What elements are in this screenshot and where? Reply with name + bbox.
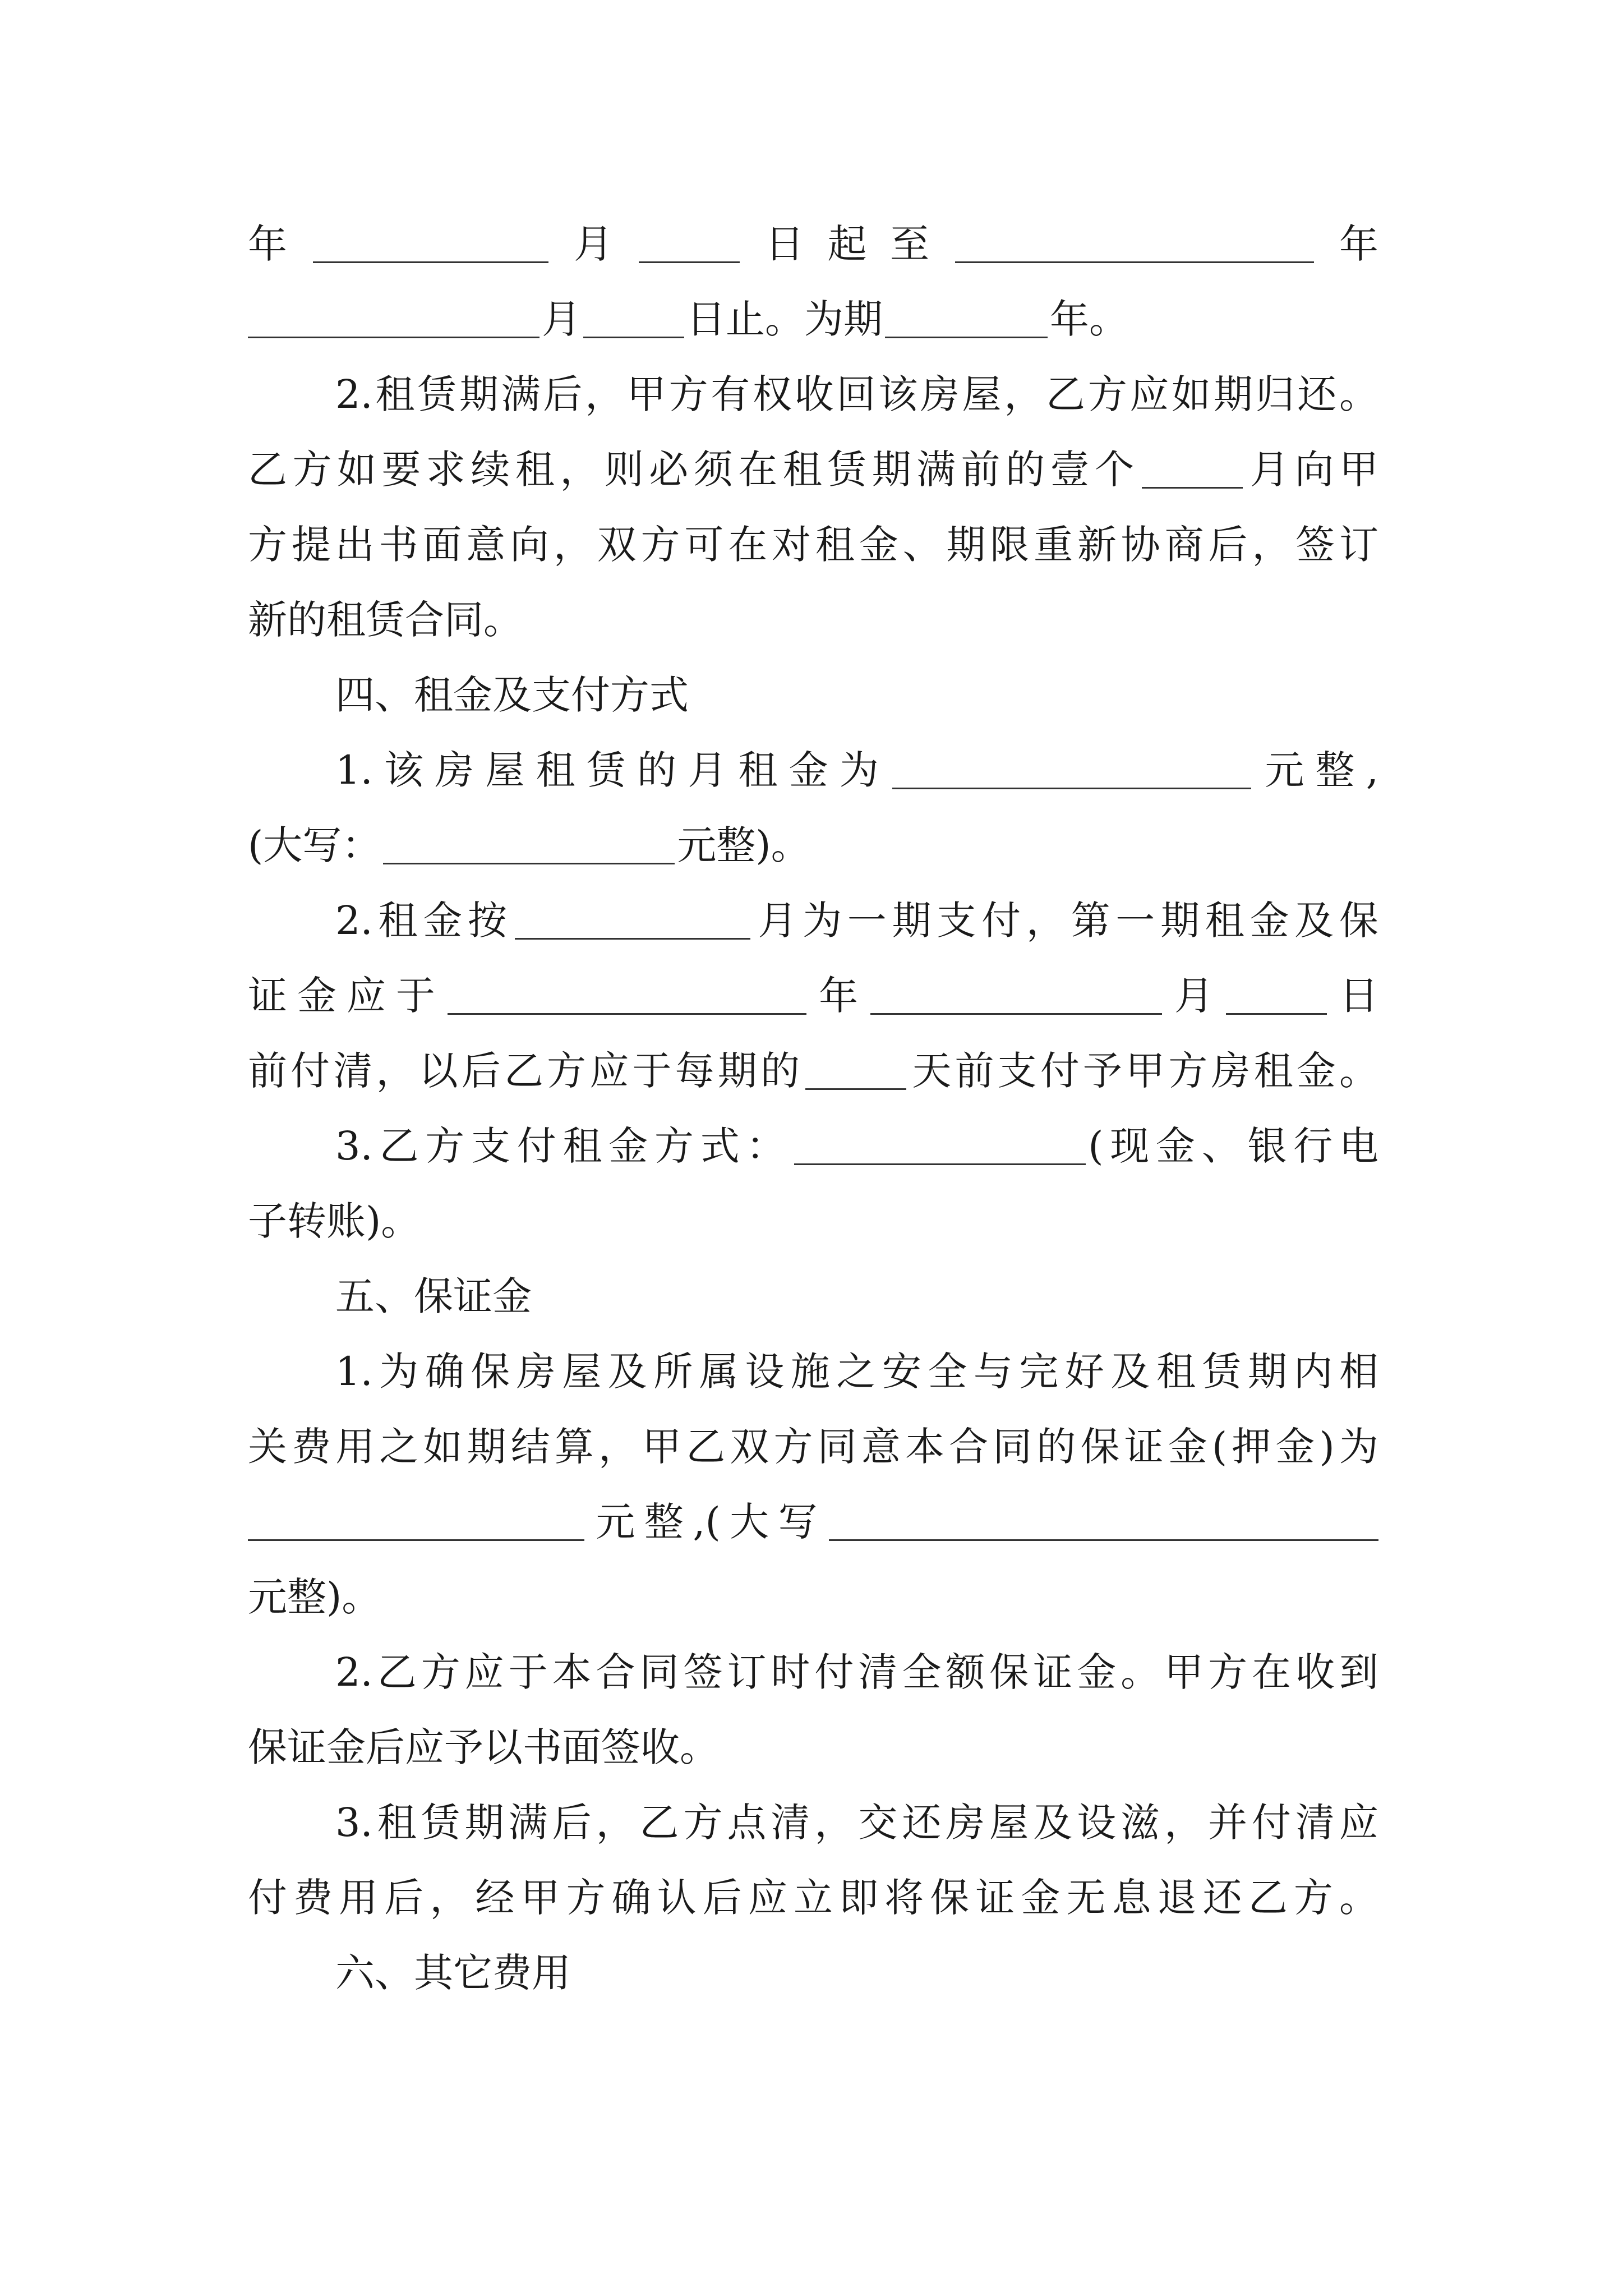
paragraph-line (248, 1484, 1378, 1559)
text-days-rent: 天前支付予甲方房租金。 (909, 1048, 1378, 1094)
text-day-until: 日起至 (741, 221, 953, 267)
blank-start-year (313, 219, 548, 263)
text-deposit-due: 证金应于 (248, 973, 445, 1019)
text-day-period: 日止。为期 (686, 296, 883, 342)
paragraph-line: 子转账)。 (248, 1198, 421, 1244)
text-yuan-capital: 元整,(大写 (587, 1499, 827, 1545)
text-year: 年 (1316, 221, 1378, 267)
blank-renewal-notice (1142, 444, 1243, 489)
blank-period-years (885, 294, 1048, 338)
blank-deposit-amount (248, 1497, 584, 1541)
blank-monthly-rent (892, 745, 1251, 789)
paragraph-line: 方提出书面意向，双方可在对租金、期限重新协商后，签订 (248, 522, 1378, 568)
text-month: 月 (1164, 973, 1224, 1019)
paragraph-line: 2.乙方应于本合同签订时付清全额保证金。甲方在收到 (335, 1649, 1378, 1695)
paragraph-line (248, 432, 1378, 507)
text-capital: (大写： (248, 822, 381, 868)
text-year: 年 (248, 221, 311, 267)
term-end-line (248, 282, 1378, 357)
text-month: 月 (542, 296, 581, 342)
text-yuan: 元整)。 (677, 822, 810, 868)
blank-end-day (583, 294, 684, 338)
blank-due-day (1226, 970, 1327, 1015)
blank-payment-period (515, 895, 750, 940)
text-yuan: 元整, (1253, 747, 1378, 793)
paragraph-line (248, 1033, 1378, 1108)
blank-end-month (248, 294, 540, 338)
paragraph-line: 保证金后应予以书面签收。 (248, 1724, 719, 1770)
blank-due-year (448, 970, 806, 1015)
text-pay-before: 前付清，以后乙方应于每期的 (248, 1048, 804, 1094)
blank-payment-method (794, 1121, 1086, 1165)
text-payment-method: 3.乙方支付租金方式： (335, 1123, 792, 1169)
paragraph-line: 3.租赁期满后，乙方点清，交还房屋及设滋，并付清应 (335, 1800, 1378, 1846)
text-years: 年。 (1050, 296, 1128, 342)
text-monthly-rent: 1.该房屋租赁的月租金为 (335, 747, 891, 793)
blank-due-month (870, 970, 1162, 1015)
paragraph-line: 付费用后，经甲方确认后应立即将保证金无息退还乙方。 (248, 1875, 1378, 1921)
blank-rent-capital (383, 820, 675, 864)
paragraph-line: 关费用之如期结算，甲乙双方同意本合同的保证金(押金)为 (248, 1424, 1378, 1470)
section-heading-rent: 四、租金及支付方式 (335, 672, 689, 718)
text-month-to: 月向甲 (1244, 447, 1378, 493)
text-renewal: 乙方如要求续租，则必须在租赁期满前的壹个 (248, 447, 1140, 493)
text-payment-period: 月为一期支付，第一期租金及保 (752, 898, 1378, 944)
blank-deposit-capital (829, 1497, 1378, 1541)
section-heading-other-fees: 六、其它费用 (335, 1950, 571, 1996)
blank-end-year (955, 219, 1314, 263)
text-payment-options: (现金、银行电 (1088, 1123, 1378, 1169)
paragraph-line: 1.为确保房屋及所属设施之安全与完好及租赁期内相 (335, 1349, 1378, 1395)
paragraph-line: 元整)。 (248, 1574, 381, 1620)
blank-days-before (805, 1046, 906, 1090)
section-heading-deposit: 五、保证金 (335, 1273, 532, 1319)
term-start-line (248, 206, 1378, 282)
text-month: 月 (550, 221, 637, 267)
blank-start-month (639, 219, 740, 263)
paragraph-line (248, 808, 1378, 883)
paragraph-line (335, 883, 1378, 958)
text-day: 日 (1329, 973, 1378, 1019)
paragraph-line (335, 1108, 1378, 1184)
paragraph-line: 2.租赁期满后，甲方有权收回该房屋，乙方应如期归还。 (335, 371, 1378, 417)
text-year: 年 (809, 973, 868, 1019)
paragraph-line (248, 958, 1378, 1033)
paragraph-line: 新的租赁合同。 (248, 597, 523, 643)
text-rent-by: 2.租金按 (335, 898, 513, 944)
paragraph-line (335, 733, 1378, 808)
